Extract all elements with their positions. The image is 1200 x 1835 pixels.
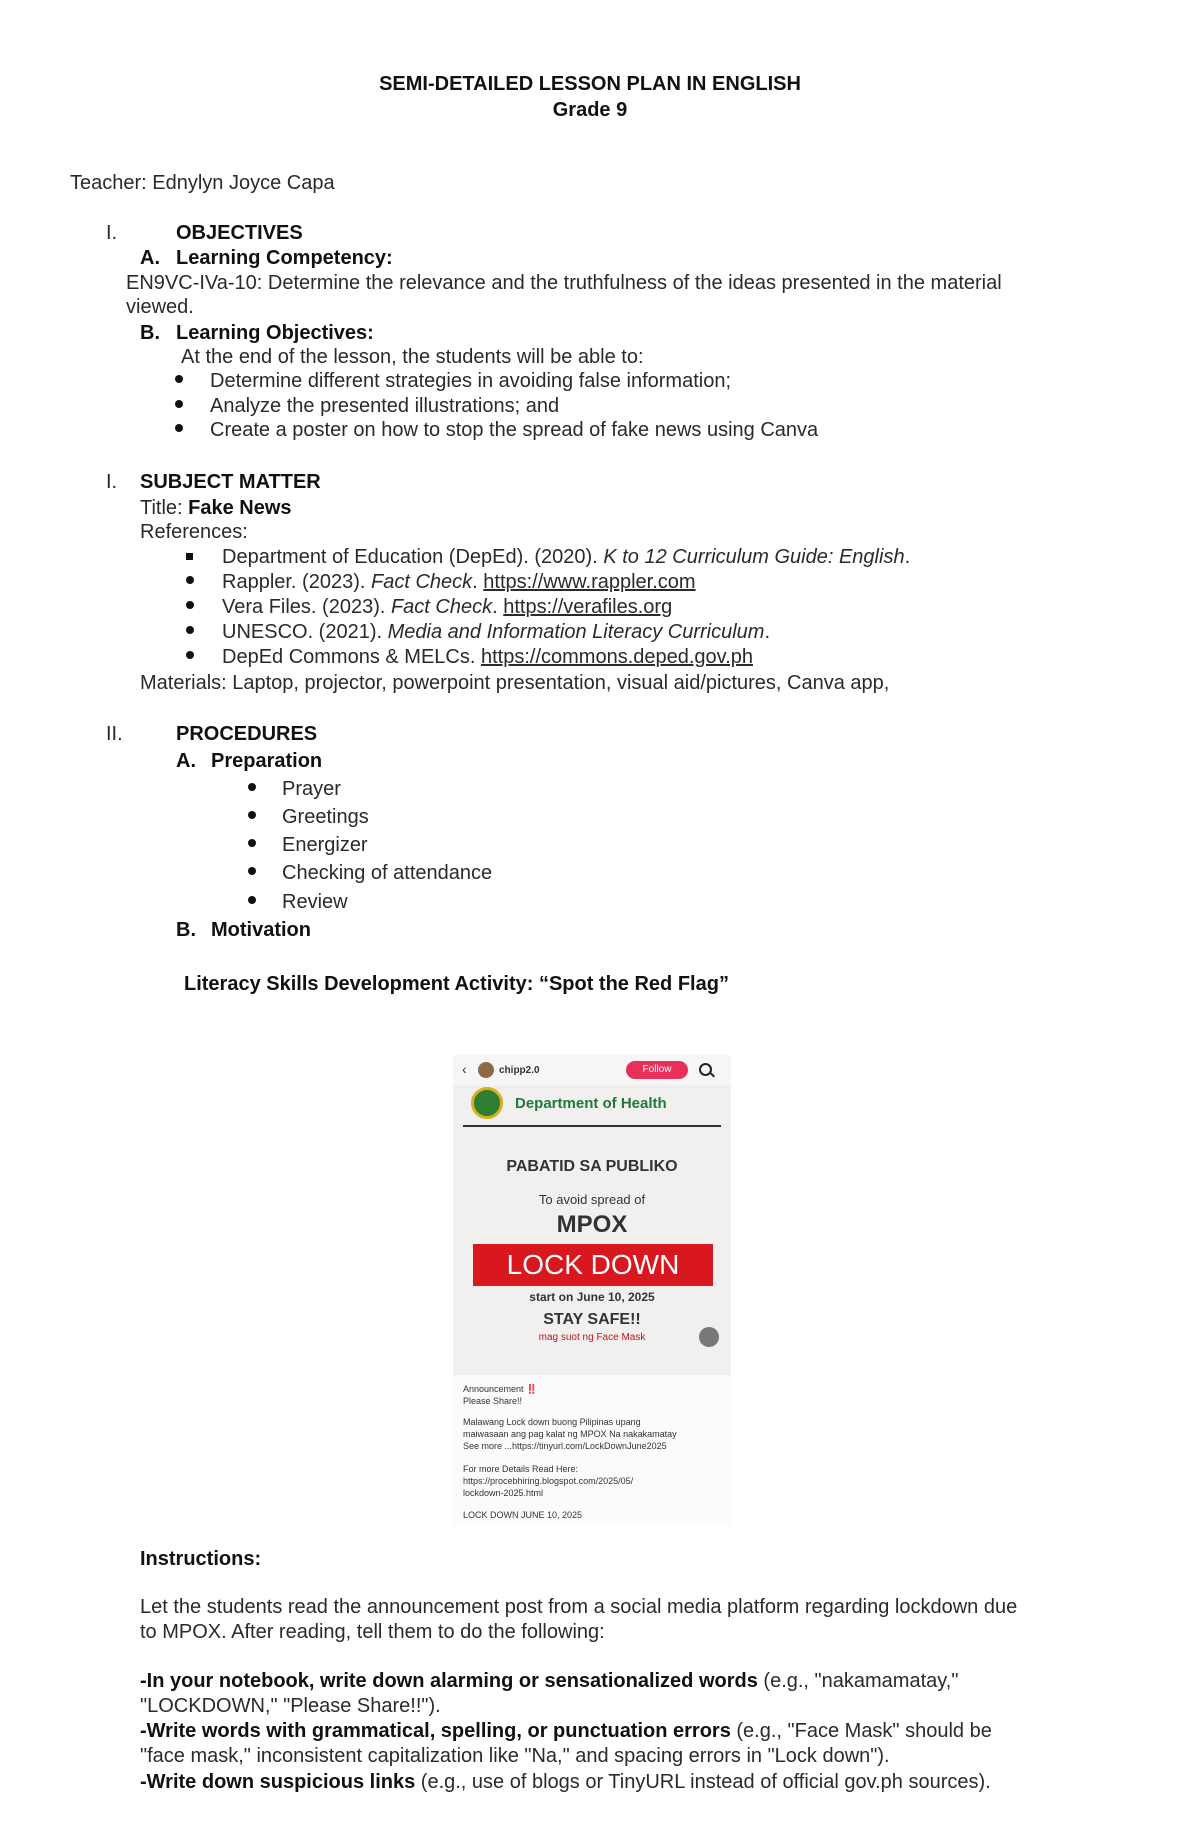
reference-item: Department of Education (DepEd). (2020). K to 12 Curriculum Guide: English.	[222, 546, 911, 568]
objectives-numeral: I.	[106, 222, 118, 244]
learning-objectives-letter: B.	[140, 322, 160, 344]
objectives-intro: At the end of the lesson, the students will be able to:	[181, 346, 644, 368]
reference-link[interactable]: https://www.rappler.com	[483, 571, 696, 593]
preparation-item: Prayer	[282, 778, 341, 800]
bullet-icon	[248, 896, 256, 904]
announcement-stay-safe: STAY SAFE!!	[543, 1311, 641, 1328]
reference-link[interactable]: https://verafiles.org	[503, 596, 673, 618]
announcement-disease: MPOX	[556, 1211, 628, 1238]
avatar	[478, 1062, 494, 1078]
caption-line: Malawang Lock down buong Pilipinas upang	[463, 1417, 641, 1427]
objective-item: Create a poster on how to stop the spread of fake news using Canva	[210, 419, 819, 441]
learning-objectives-label: Learning Objectives:	[176, 322, 374, 344]
instruction-item-cont: "LOCKDOWN," "Please Share!!").	[140, 1695, 441, 1717]
divider	[463, 1125, 721, 1127]
preparation-item: Review	[282, 891, 348, 913]
objectives-heading: OBJECTIVES	[176, 222, 303, 244]
reference-item: UNESCO. (2021). Media and Information Literacy Curriculum.	[222, 621, 770, 643]
announcement-headline: PABATID SA PUBLIKO	[506, 1158, 678, 1175]
teacher-line: Teacher: Ednylyn Joyce Capa	[70, 172, 335, 194]
references-label: References:	[140, 521, 248, 543]
announcement-date: start on June 10, 2025	[529, 1290, 655, 1304]
instruction-item: -Write down suspicious links (e.g., use of blogs or TinyURL instead of official gov.ph sources).	[140, 1771, 991, 1793]
subject-matter-numeral: I.	[106, 471, 118, 493]
caption-line: Announcement ‼️	[463, 1384, 538, 1394]
competency-letter: A.	[140, 247, 160, 269]
instructions-text-1: Let the students read the announcement post from a social media platform regarding lockdown due	[140, 1596, 1018, 1618]
caption-line: For more Details Read Here:	[463, 1464, 579, 1474]
reference-item: Vera Files. (2023). Fact Check. https://verafiles.org	[222, 596, 673, 618]
motivation-letter: B.	[176, 919, 196, 941]
competency-text-2: viewed.	[126, 296, 194, 318]
bullet-icon	[175, 424, 183, 432]
bullet-icon	[248, 839, 256, 847]
caption-line: LOCK DOWN JUNE 10, 2025	[463, 1510, 583, 1520]
preparation-label: Preparation	[211, 750, 323, 772]
reference-item: Rappler. (2023). Fact Check. https://www.rappler.com	[222, 571, 696, 593]
instruction-item-cont: "face mask," inconsistent capitalization like "Na," and spacing errors in "Lock down").	[140, 1745, 890, 1767]
search-icon-handle	[710, 1073, 715, 1078]
post-caption	[453, 1375, 731, 1525]
caption-link[interactable]: See more ...https://tinyurl.com/LockDownJune2025	[463, 1441, 667, 1451]
back-icon[interactable]: ‹	[462, 1061, 467, 1077]
grade-label: Grade 9	[552, 99, 628, 121]
post-username: chipp2.0	[499, 1065, 540, 1076]
bullet-icon	[186, 576, 194, 584]
lockdown-banner: LOCK DOWN	[473, 1244, 713, 1286]
motivation-label: Motivation	[211, 919, 311, 941]
title-line: Title: Fake News	[140, 497, 292, 519]
bullet-icon	[186, 626, 194, 634]
objective-item: Analyze the presented illustrations; and	[210, 395, 560, 417]
materials-line: Materials: Laptop, projector, powerpoint presentation, visual aid/pictures, Canva app,	[140, 672, 890, 694]
org-name: Department of Health	[515, 1095, 667, 1112]
preparation-item: Greetings	[282, 806, 369, 828]
post-header	[453, 1055, 731, 1085]
bullet-icon	[248, 783, 256, 791]
reference-item: DepEd Commons & MELCs. https://commons.deped.gov.ph	[222, 646, 753, 668]
mute-icon[interactable]	[699, 1327, 719, 1347]
activity-title: Literacy Skills Development Activity: “Spot the Red Flag”	[184, 973, 729, 995]
caption-line: maiwasaan ang pag kalat ng MPOX Na nakakamatay	[463, 1429, 677, 1439]
square-bullet-icon	[186, 553, 193, 560]
competency-text-1: EN9VC-IVa-10: Determine the relevance and the truthfulness of the ideas presented in the material	[126, 272, 1002, 294]
bullet-icon	[175, 375, 183, 383]
procedures-numeral: II.	[106, 723, 123, 745]
instructions-label: Instructions:	[140, 1548, 262, 1570]
subject-matter-heading: SUBJECT MATTER	[140, 471, 321, 493]
objective-item: Determine different strategies in avoiding false information;	[210, 370, 732, 392]
preparation-item: Energizer	[282, 834, 368, 856]
instruction-item: -In your notebook, write down alarming or sensationalized words (e.g., "nakamamatay,"	[140, 1670, 959, 1692]
preparation-letter: A.	[176, 750, 196, 772]
bullet-icon	[175, 400, 183, 408]
caption-link[interactable]: lockdown-2025.html	[463, 1488, 544, 1498]
announcement-line1: To avoid spread of	[538, 1192, 646, 1207]
follow-button[interactable]: Follow	[626, 1061, 688, 1079]
announcement-post-image	[453, 1055, 731, 1525]
doh-seal-icon	[471, 1087, 503, 1119]
instruction-item: -Write words with grammatical, spelling, or punctuation errors (e.g., "Face Mask" should be	[140, 1720, 992, 1742]
procedures-heading: PROCEDURES	[176, 723, 318, 745]
caption-link[interactable]: https://procebhiring.blogspot.com/2025/05/	[463, 1476, 634, 1486]
bullet-icon	[248, 867, 256, 875]
bullet-icon	[248, 811, 256, 819]
competency-label: Learning Competency:	[176, 247, 393, 269]
announcement-mask: mag suot ng Face Mask	[538, 1332, 646, 1343]
announcement-graphic	[453, 1085, 731, 1375]
document-title: SEMI-DETAILED LESSON PLAN IN ENGLISH	[379, 73, 801, 95]
reference-link[interactable]: https://commons.deped.gov.ph	[480, 646, 753, 668]
bullet-icon	[186, 651, 194, 659]
preparation-item: Checking of attendance	[282, 862, 493, 884]
instructions-text-2: to MPOX. After reading, tell them to do the following:	[140, 1621, 605, 1643]
bullet-icon	[186, 601, 194, 609]
caption-line: Please Share!!	[463, 1396, 523, 1406]
